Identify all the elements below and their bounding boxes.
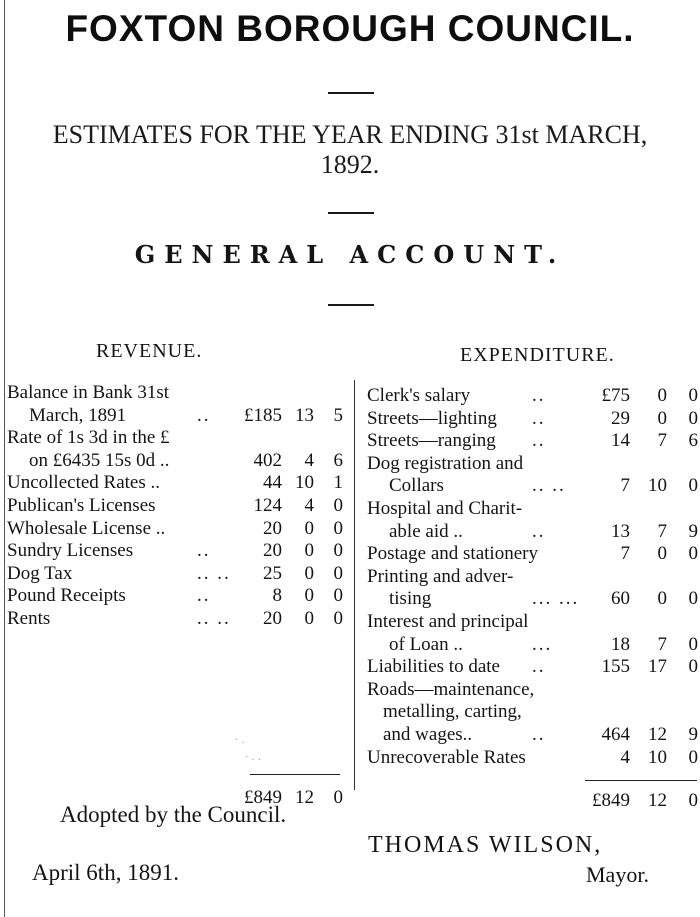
expenditure-total-pounds: £849 [592, 790, 630, 811]
revenue-shillings: 4 [304, 494, 314, 516]
expenditure-pence: 9 [688, 520, 698, 542]
expenditure-leader-dots: .. [532, 407, 546, 429]
expenditure-row [367, 475, 700, 498]
expenditure-heading: EXPENDITURE. [460, 344, 615, 366]
revenue-pence: 0 [333, 494, 343, 516]
expenditure-row [367, 679, 700, 702]
expenditure-item-label: Streets—lighting [367, 407, 497, 429]
expenditure-pounds: £75 [601, 385, 630, 406]
revenue-pounds: 20 [263, 607, 282, 629]
revenue-row [7, 563, 347, 586]
revenue-shillings: 10 [295, 472, 314, 494]
print-speck: · . . [245, 752, 261, 763]
expenditure-pounds: 7 [620, 543, 630, 565]
revenue-item-label: Rate of 1s 3d in the £ [7, 427, 170, 449]
expenditure-leader-dots: .. [532, 430, 546, 452]
expenditure-row [367, 634, 700, 657]
expenditure-pence: 0 [688, 588, 698, 610]
revenue-item-label: Publican's Licenses [7, 494, 156, 516]
expenditure-shillings: 12 [648, 723, 667, 745]
expenditure-shillings: 7 [657, 520, 667, 542]
revenue-item-label: Balance in Bank 31st [7, 382, 169, 403]
revenue-row [7, 608, 347, 631]
revenue-pence: 0 [333, 607, 343, 629]
expenditure-shillings: 0 [657, 385, 667, 406]
expenditure-row [367, 498, 700, 521]
revenue-pounds: 25 [263, 562, 282, 584]
council-title: FOXTON BOROUGH COUNCIL. [65, 8, 635, 49]
revenue-item-label: March, 1891 [29, 404, 127, 426]
revenue-leader-dots: .. .. [197, 562, 231, 584]
expenditure-pounds: 4 [620, 746, 630, 768]
revenue-pence: 0 [333, 562, 343, 584]
expenditure-shillings: 7 [657, 633, 667, 655]
expenditure-item-label: Streets—ranging [367, 430, 496, 452]
revenue-row [7, 495, 347, 518]
expenditure-shillings: 0 [657, 588, 667, 610]
expenditure-total-pence: 0 [688, 790, 698, 811]
revenue-row [7, 405, 347, 428]
expenditure-pounds: 18 [611, 633, 630, 655]
account-divider [328, 304, 374, 306]
revenue-row [7, 518, 347, 541]
revenue-shillings: 0 [304, 517, 314, 539]
expenditure-item-label: Roads—maintenance, [367, 678, 535, 700]
expenditure-row [367, 724, 700, 747]
expenditure-pence: 0 [688, 656, 698, 678]
estimates-heading-line2: 1892. [320, 150, 380, 179]
revenue-item-label: Pound Receipts [7, 585, 126, 607]
print-speck: · . [235, 735, 245, 746]
expenditure-pounds: 155 [601, 656, 630, 678]
expenditure-item-label: Hospital and Charit- [367, 497, 523, 519]
expenditure-pence: 0 [688, 407, 698, 429]
signer-name: THOMAS WILSON, [368, 832, 603, 858]
expenditure-item-label: Postage and stationery [367, 543, 538, 565]
expenditure-leader-dots: .. [532, 723, 546, 745]
expenditure-row [367, 408, 700, 431]
revenue-item-label: Sundry Licenses [7, 540, 134, 562]
revenue-shillings: 0 [304, 607, 314, 629]
expenditure-item-label: tising [389, 588, 432, 610]
revenue-pounds: 20 [263, 540, 282, 562]
revenue-item-label: Uncollected Rates .. [7, 472, 161, 494]
expenditure-item-label: Clerk's salary [367, 385, 471, 406]
expenditure-item-label: metalling, carting, [383, 701, 522, 723]
revenue-shillings: 0 [304, 585, 314, 607]
expenditure-pence: 0 [688, 385, 698, 406]
revenue-table [7, 382, 347, 631]
expenditure-item-label: Printing and adver- [367, 565, 514, 587]
revenue-total-shillings: 12 [295, 787, 314, 808]
expenditure-row [367, 521, 700, 544]
revenue-total-pence: 0 [333, 787, 343, 808]
estimates-heading-line1: ESTIMATES FOR THE YEAR ENDING 31st MARCH, [52, 120, 648, 149]
revenue-shillings: 0 [304, 562, 314, 584]
revenue-heading: REVENUE. [96, 340, 203, 362]
expenditure-leader-dots: ... ... [532, 588, 580, 610]
expenditure-leader-dots: .. [532, 385, 546, 406]
expenditure-pounds: 464 [601, 723, 630, 745]
revenue-pence: 5 [333, 404, 343, 426]
revenue-pounds: 124 [253, 494, 282, 516]
expenditure-table [367, 385, 700, 769]
expenditure-item-label: Liabilities to date [367, 656, 500, 678]
account-heading: GENERAL ACCOUNT. [134, 240, 566, 269]
revenue-total-pounds: £849 [244, 787, 282, 808]
expenditure-shillings: 10 [648, 475, 667, 497]
revenue-item-label: Dog Tax [7, 562, 73, 584]
revenue-leader-dots: .. [197, 585, 211, 607]
expenditure-total [367, 790, 700, 814]
expenditure-shillings: 17 [648, 656, 667, 678]
revenue-pence: 0 [333, 517, 343, 539]
expenditure-row [367, 430, 700, 453]
expenditure-pounds: 14 [611, 430, 630, 452]
expenditure-pence: 0 [688, 475, 698, 497]
title-divider [328, 92, 374, 94]
revenue-pounds: £185 [244, 404, 282, 426]
expenditure-pence: 0 [688, 746, 698, 768]
expenditure-item-label: and wages.. [383, 723, 473, 745]
revenue-item-label: Wholesale License .. [7, 517, 166, 539]
revenue-item-label: on £6435 15s 0d .. [29, 449, 170, 471]
revenue-pounds: 402 [253, 449, 282, 471]
expenditure-shillings: 7 [657, 430, 667, 452]
revenue-pounds: 8 [272, 585, 282, 607]
revenue-leader-dots: .. [197, 540, 211, 562]
revenue-row [7, 427, 347, 450]
revenue-row [7, 450, 347, 473]
expenditure-leader-dots: .. [532, 656, 546, 678]
expenditure-row [367, 588, 700, 611]
adoption-date: April 6th, 1891. [32, 860, 179, 885]
expenditure-item-label: able aid .. [389, 520, 463, 542]
expenditure-item-label: Dog registration and [367, 452, 524, 474]
revenue-pence: 6 [333, 449, 343, 471]
revenue-row [7, 585, 347, 608]
expenditure-item-label: of Loan .. [389, 633, 463, 655]
expenditure-leader-dots: ... [532, 633, 553, 655]
estimates-divider [328, 212, 374, 214]
signer-role: Mayor. [586, 862, 649, 887]
expenditure-sum-rule [585, 780, 697, 781]
expenditure-pounds: 13 [611, 520, 630, 542]
revenue-row [7, 472, 347, 495]
expenditure-total-shillings: 12 [648, 790, 667, 811]
expenditure-row [367, 453, 700, 476]
revenue-pounds: 20 [263, 517, 282, 539]
expenditure-leader-dots: .. .. [532, 475, 566, 497]
revenue-item-label: Rents [7, 607, 51, 629]
expenditure-pounds: 60 [611, 588, 630, 610]
expenditure-row [367, 543, 700, 566]
revenue-leader-dots: .. [197, 404, 211, 426]
expenditure-shillings: 0 [657, 543, 667, 565]
expenditure-pence: 0 [688, 633, 698, 655]
expenditure-item-label: Unrecoverable Rates [367, 746, 526, 768]
expenditure-pounds: 7 [620, 475, 630, 497]
revenue-leader-dots: .. .. [197, 607, 231, 629]
expenditure-row [367, 611, 700, 634]
revenue-row [7, 540, 347, 563]
revenue-shillings: 4 [304, 449, 314, 471]
revenue-pounds: 44 [263, 472, 282, 494]
expenditure-pence: 0 [688, 543, 698, 565]
expenditure-row [367, 566, 700, 589]
adoption-note: Adopted by the Council. [60, 802, 287, 827]
revenue-row [7, 382, 347, 405]
expenditure-shillings: 10 [648, 746, 667, 768]
expenditure-pence: 6 [688, 430, 698, 452]
expenditure-row [367, 385, 700, 408]
expenditure-leader-dots: .. [532, 520, 546, 542]
revenue-pence: 0 [333, 585, 343, 607]
expenditure-row [367, 701, 700, 724]
revenue-shillings: 13 [295, 404, 314, 426]
revenue-shillings: 0 [304, 540, 314, 562]
revenue-pence: 0 [333, 540, 343, 562]
revenue-sum-rule [250, 774, 340, 775]
expenditure-pounds: 29 [611, 407, 630, 429]
expenditure-item-label: Interest and principal [367, 610, 529, 632]
expenditure-row [367, 747, 700, 770]
column-divider [354, 380, 355, 790]
revenue-pence: 1 [333, 472, 343, 494]
expenditure-item-label: Collars [389, 475, 444, 497]
expenditure-shillings: 0 [657, 407, 667, 429]
expenditure-row [367, 656, 700, 679]
expenditure-pence: 9 [688, 723, 698, 745]
